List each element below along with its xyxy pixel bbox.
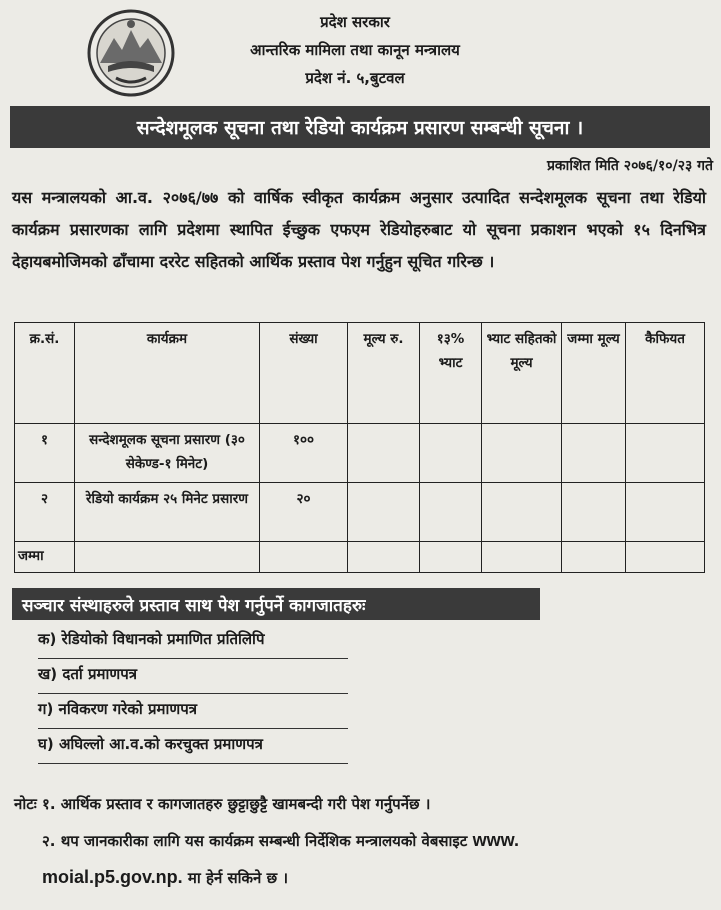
intro-paragraph: यस मन्त्रालयको आ.व. २०७६/७७ को वार्षिक स्वीकृत कार्यक्रम अनुसार उत्पादित सन्देशमूलक सूचना तथा रेडियो कार्यक्रम प्रसारणका लागि प्रदेशमा स्थापित ईच्छुक एफएम रेडियोहरुबाट यो सूचना प्रकाशन भएको १५ दिनभित्र देहायबमोजिमको ढाँचामा दररेट सहितको आर्थिक प्रस्ताव पेश गर्नुहुन सूचित गरिन्छ ।	[12, 188, 706, 271]
cell-sn: २	[15, 483, 75, 542]
cell-empty	[75, 542, 260, 573]
price-table	[14, 322, 705, 573]
col-header-sn: क्र.सं.	[15, 323, 75, 424]
cell-empty	[420, 542, 482, 573]
list-item: ग) नविकरण गरेको प्रमाणपत्र	[38, 698, 348, 729]
nepal-emblem-icon	[86, 8, 176, 98]
col-header-program: कार्यक्रम	[75, 323, 260, 424]
note-2-text: २. थप जानकारीका लागि यस कार्यक्रम सम्बन्धी निर्देशिक मन्त्रालयको वेबसाइट	[42, 832, 468, 850]
table-total-row	[15, 542, 705, 573]
cell-program: सन्देशमूलक सूचना प्रसारण (३० सेकेण्ड-१ मिनेट)	[75, 424, 260, 483]
list-item: ख) दर्ता प्रमाणपत्र	[38, 663, 348, 694]
notice-title: सन्देशमूलक सूचना तथा रेडियो कार्यक्रम प्रसारण सम्बन्धी सूचना ।	[10, 106, 710, 148]
cell-program: रेडियो कार्यक्रम २५ मिनेट प्रसारण	[75, 483, 260, 542]
website-link[interactable]: moial.p5.gov.np.	[42, 867, 183, 887]
cell-sn: १	[15, 424, 75, 483]
note-2-continued	[14, 859, 710, 896]
col-header-total-price: जम्मा मूल्य	[562, 323, 626, 424]
list-item: घ) अघिल्लो आ.व.को करचुक्त प्रमाणपत्र	[38, 733, 348, 764]
col-header-vat: १३% भ्याट	[420, 323, 482, 424]
government-name: प्रदेश सरकार	[320, 13, 390, 31]
ministry-header	[190, 8, 520, 92]
website-prefix: www.	[472, 830, 519, 850]
cell-vat	[420, 424, 482, 483]
cell-price-with-vat	[482, 424, 562, 483]
ministry-address: प्रदेश नं. ५,बुटवल	[305, 69, 405, 87]
cell-empty	[626, 542, 705, 573]
table-row	[15, 483, 705, 542]
documents-list	[38, 628, 638, 768]
cell-empty	[482, 542, 562, 573]
cell-remarks	[626, 483, 705, 542]
cell-price	[348, 424, 420, 483]
cell-price	[348, 483, 420, 542]
col-header-quantity: संख्या	[260, 323, 348, 424]
note-2-end: मा हेर्न सकिने छ ।	[187, 869, 289, 887]
col-header-remarks: कैफियत	[626, 323, 705, 424]
cell-empty	[348, 542, 420, 573]
cell-price-with-vat	[482, 483, 562, 542]
table-header-row	[15, 323, 705, 424]
cell-quantity: २०	[260, 483, 348, 542]
notes-section	[14, 786, 710, 896]
published-date: प्रकाशित मिति २०७६/१०/२३ गते	[546, 158, 713, 174]
cell-remarks	[626, 424, 705, 483]
list-item: क) रेडियोको विधानको प्रमाणित प्रतिलिपि	[38, 628, 348, 659]
cell-total-price	[562, 424, 626, 483]
note-2	[14, 822, 710, 859]
cell-vat	[420, 483, 482, 542]
note-1: नोटः १. आर्थिक प्रस्ताव र कागजातहरु छुट्टाछुट्टै खामबन्दी गरी पेश गर्नुपर्नेछ ।	[14, 795, 431, 813]
documents-heading: सञ्चार संस्थाहरुले प्रस्ताव साथ पेश गर्नुपर्ने कागजातहरुः	[12, 588, 540, 620]
cell-total-price	[562, 483, 626, 542]
ministry-name: आन्तरिक मामिला तथा कानून मन्त्रालय	[250, 41, 460, 59]
cell-empty	[562, 542, 626, 573]
table-row	[15, 424, 705, 483]
cell-total-label: जम्मा	[15, 542, 75, 573]
col-header-price-with-vat: भ्याट सहितको मूल्य	[482, 323, 562, 424]
col-header-price: मूल्य रु.	[348, 323, 420, 424]
cell-quantity: १००	[260, 424, 348, 483]
cell-empty	[260, 542, 348, 573]
